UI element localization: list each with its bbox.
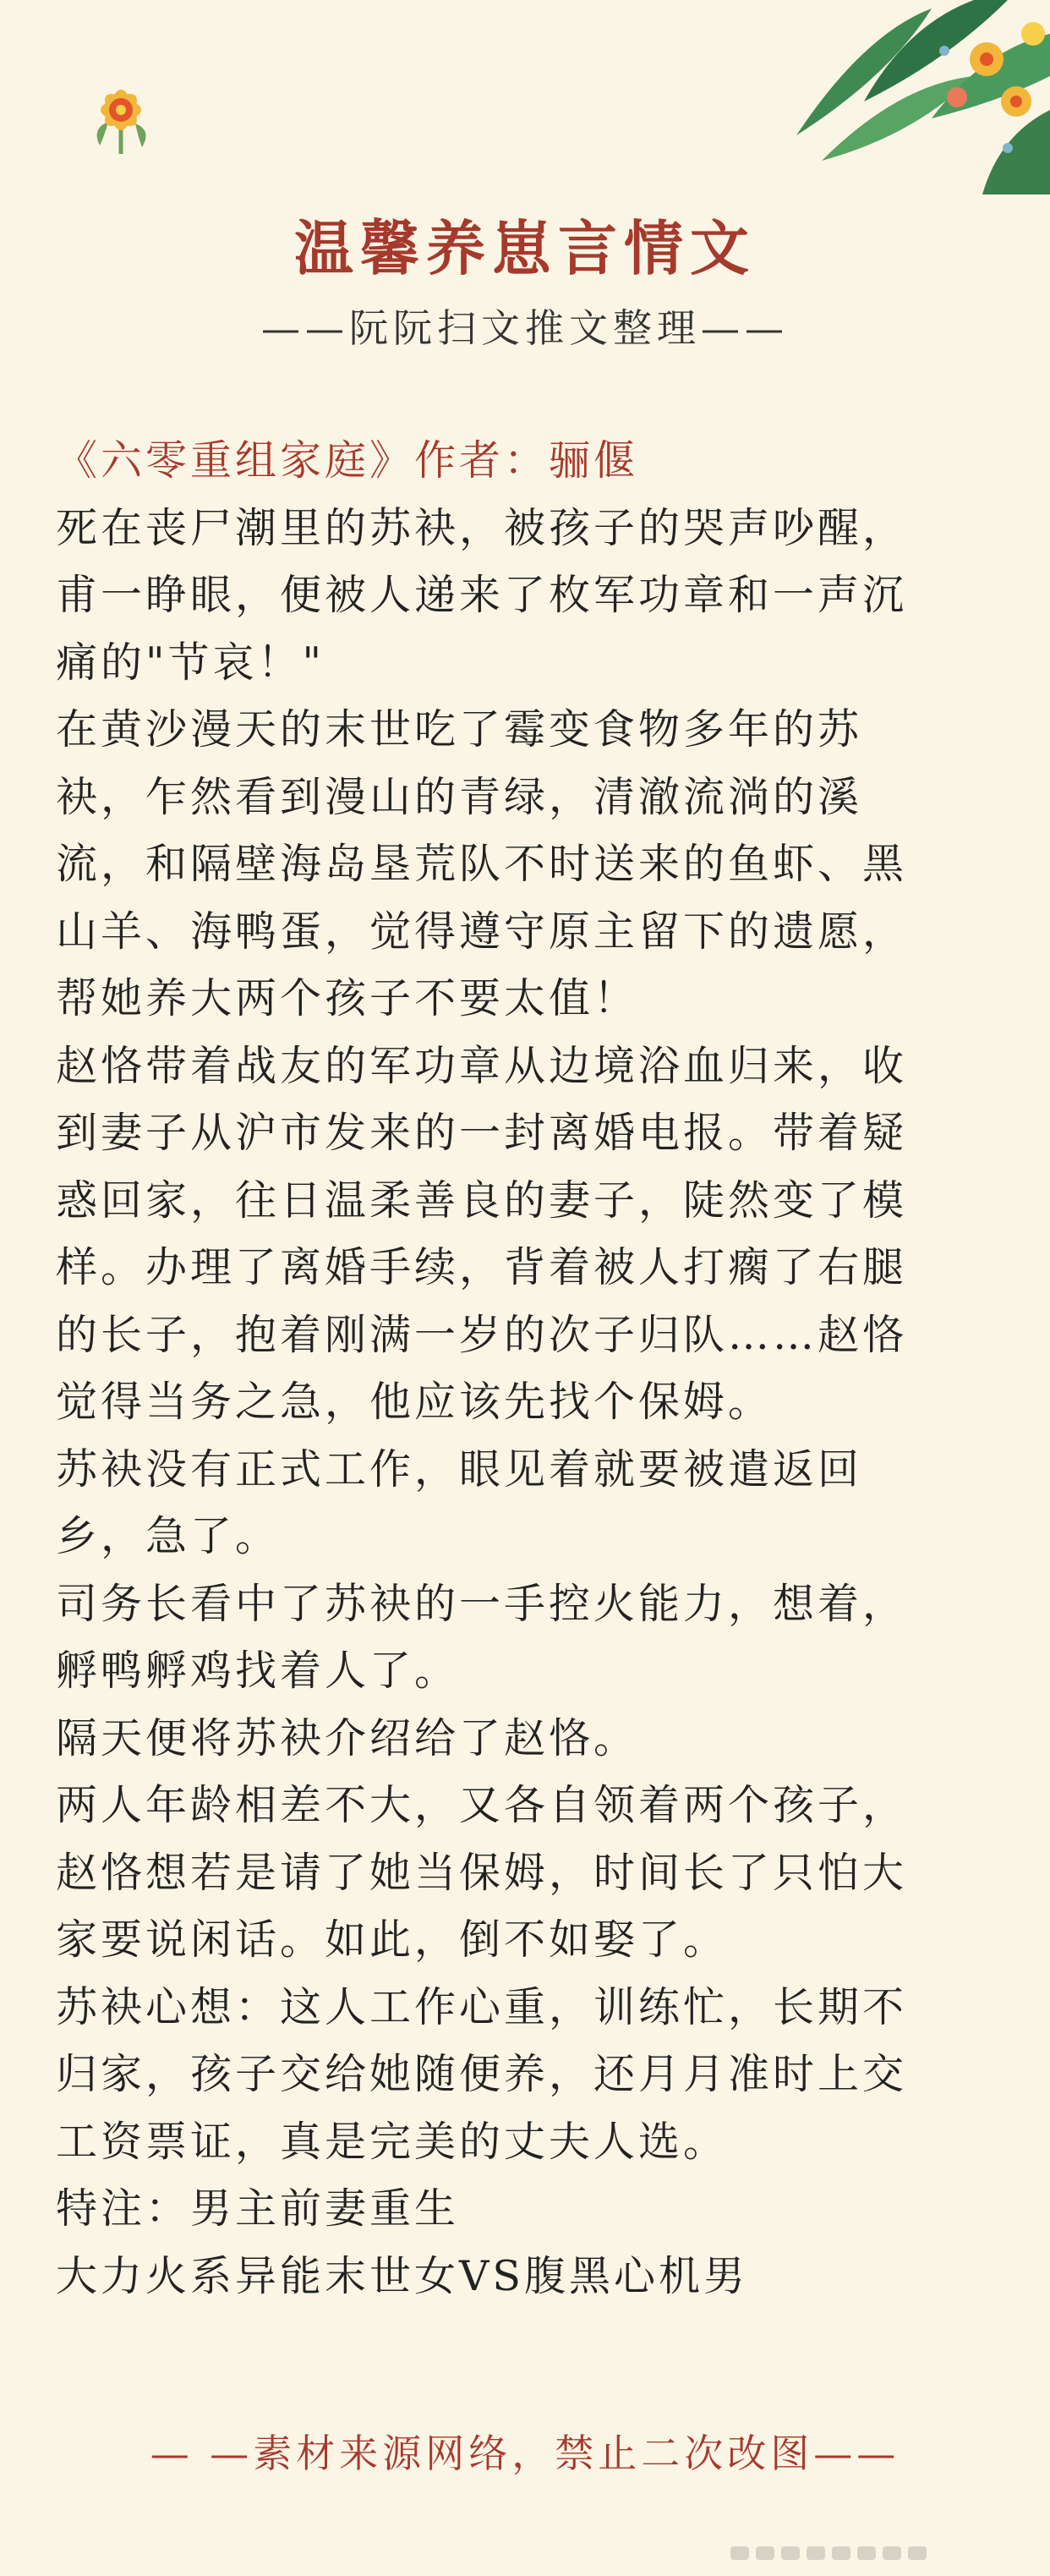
body-line: 苏袂没有正式工作，眼见着就要被遣返回 <box>56 1444 863 1494</box>
body-line: 到妻子从沪市发来的一封离婚电报。带着疑 <box>56 1109 908 1157</box>
body-line: 觉得当务之急，他应该先找个保姆。 <box>56 1378 774 1426</box>
footer-note: — —素材来源网络，禁止二次改图—— <box>150 2431 900 2476</box>
body-line: 惑回家，往日温柔善良的妻子，陡然变了模 <box>56 1176 908 1225</box>
body-line: 乡，急了。 <box>56 1512 281 1560</box>
body-line: 样。办理了离婚手续，背着被人打瘸了右腿 <box>56 1243 908 1291</box>
body-line: 苏袂心想：这人工作心重，训练忙，长期不 <box>56 1982 908 2031</box>
body-line: 痛的"节哀！" <box>56 638 325 687</box>
body-line: 帮她养大两个孩子不要太值！ <box>56 974 639 1022</box>
body-line: 工资票证，真是完美的丈夫人选。 <box>56 2117 729 2166</box>
body-line: 的长子，抱着刚满一岁的次子归队……赵恪 <box>56 1310 908 1359</box>
body-line: 特注：男主前妻重生 <box>56 2184 460 2233</box>
body-line: 隔天便将苏袂介绍给了赵恪。 <box>56 1713 639 1762</box>
body-line: 山羊、海鸭蛋，觉得遵守原主留下的遗愿， <box>56 907 908 956</box>
page-title: 温馨养崽言情文 <box>294 213 756 283</box>
article-body <box>56 427 1003 2310</box>
body-line: 死在丧尸潮里的苏袂，被孩子的哭声吵醒， <box>56 503 908 552</box>
page-subtitle: ——阮阮扫文推文整理—— <box>261 305 789 351</box>
body-line: 流，和隔壁海岛垦荒队不时送来的鱼虾、黑 <box>56 840 908 888</box>
book-heading: 《六零重组家庭》作者：骊偃 <box>56 436 639 485</box>
body-line: 赵恪想若是请了她当保姆，时间长了只怕大 <box>56 1848 908 1897</box>
body-line: 归家，孩子交给她随便养，还月月准时上交 <box>56 2050 908 2098</box>
body-line: 家要说闲话。如此，倒不如娶了。 <box>56 1916 729 1964</box>
body-line: 赵恪带着战友的军功章从边境浴血归来，收 <box>56 1041 908 1090</box>
leaf-plants-decoration <box>763 0 1050 195</box>
body-line: 在黄沙漫天的末世吃了霉变食物多年的苏 <box>56 705 863 754</box>
body-line: 孵鸭孵鸡找着人了。 <box>56 1647 460 1695</box>
watermark-decoration <box>730 2540 950 2566</box>
body-line: 司务长看中了苏袂的一手控火能力，想着， <box>56 1579 908 1628</box>
body-line: 袂，乍然看到漫山的青绿，清澈流淌的溪 <box>56 772 863 821</box>
body-line: 两人年龄相差不大，又各自领着两个孩子， <box>56 1781 908 1829</box>
body-line: 甫一睁眼，便被人递来了枚军功章和一声沉 <box>56 571 908 619</box>
body-line: 大力火系异能末世女VS腹黑心机男 <box>56 2251 748 2300</box>
sunflower-icon <box>74 69 167 162</box>
